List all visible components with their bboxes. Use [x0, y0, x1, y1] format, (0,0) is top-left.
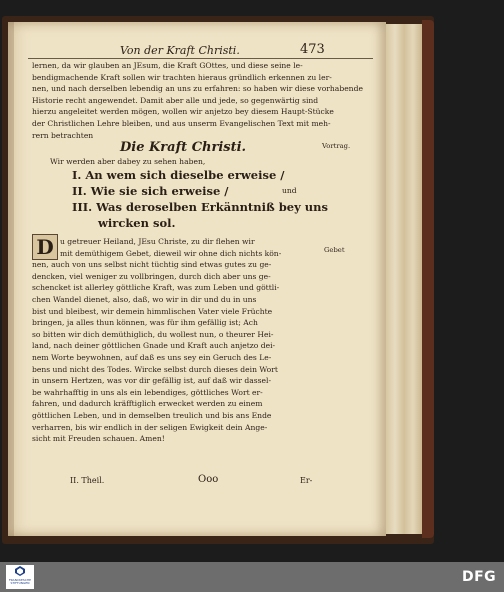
footer-signature: Ooo: [198, 474, 219, 485]
prayer-line: land, nach deiner göttlichen Gnade und Kraft auch anjetzo dei-: [32, 341, 276, 351]
intro-line: Historie recht angewendet. Damit aber alle und jede, so gegenwärtig sind: [32, 95, 319, 105]
prayer-line: bens und nicht des Todes. Wircke selbst durch dieses dein Wort: [32, 364, 278, 374]
point-two: II. Wie sie sich erweise /: [72, 184, 229, 198]
page-edges: [386, 24, 422, 534]
prayer-line: göttlichen Leben, und in demselben treulich und bis ans Ende: [32, 411, 272, 420]
prayer-line: u getreuer Heiland, JEsu Christe, zu dir flehen wir: [60, 237, 255, 246]
intro-line: bendigmachende Kraft sollen wir trachten hieraus gründlich erkennen zu ler-: [32, 72, 332, 82]
prayer-line: dencken, viel weniger zu vollbringen, durch dich aber uns ge-: [32, 271, 271, 281]
point-three: III. Was deroselben Erkänntniß bey uns: [72, 200, 328, 214]
prayer-line: fahren, und dadurch kräfftiglich erwecket werden zu einem: [32, 399, 263, 409]
running-title: Von der Kraft Christi.: [120, 44, 240, 57]
prayer-line: nem Worte beywohnen, auf daß es uns sey ein Geruch des Le-: [32, 353, 272, 362]
prayer-line: so bitten wir dich demüthiglich, du wollest nun, o theurer Hei-: [32, 329, 274, 339]
intro-line: hierzu angeleitet werden mögen, wollen wir anjetzo bey diesem Haupt-Stücke: [32, 107, 334, 117]
library-logo: [6, 565, 34, 589]
section-title: Die Kraft Christi.: [120, 140, 247, 155]
prayer-line: in unsern Hertzen, was vor dir gefällig ist, auf daß wir dassel-: [32, 376, 272, 386]
margin-note-gebet: Gebet: [324, 246, 345, 254]
prayer-line: schencket ist allerley göttliche Kraft, was zum Leben und göttli-: [32, 283, 280, 293]
header-rule: [28, 58, 373, 59]
drop-capital: D: [32, 234, 58, 260]
intro-line: der Christlichen Lehre bleiben, und aus unserm Evangelischen Text mit meh-: [32, 119, 331, 128]
library-logo-text: FRANCKESCHE STIFTUNGEN: [8, 578, 32, 586]
margin-note-vortrag: Vortrag.: [322, 142, 351, 150]
dfg-logo: DFG: [462, 569, 497, 585]
prayer-line: chen Wandel dienet, also, daß, wo wir in dir und du in uns: [32, 295, 257, 304]
connector-und: und: [282, 186, 297, 195]
intro-line: lernen, da wir glauben an JEsum, die Kraft GOttes, und diese seine le-: [32, 61, 303, 70]
section-lead: Wir werden aber dabey zu sehen haben,: [50, 157, 206, 166]
prayer-line: sicht mit Freuden schauen. Amen!: [32, 434, 165, 444]
library-crest-icon: [13, 565, 27, 577]
footer-catchword: Er-: [300, 476, 313, 485]
page-gutter-shadow: [8, 22, 14, 536]
prayer-line: verharren, bis wir endlich in der seligen Ewigkeit dein Ange-: [32, 422, 268, 432]
cover-edge: [422, 20, 434, 538]
viewer-bottom-bar: [0, 562, 504, 592]
point-one: I. An wem sich dieselbe erweise /: [72, 168, 285, 182]
prayer-line: nen, auch von uns selbst nicht tüchtig sind etwas gutes zu ge-: [32, 260, 272, 270]
intro-line: rern betrachten: [32, 130, 94, 140]
prayer-line: bringen, ja alles thun können, was für ihm gefällig ist; Ach: [32, 318, 258, 328]
prayer-line: mit demüthigem Gebet, dieweil wir ohne dich nichts kön-: [60, 248, 282, 258]
page-number: 473: [300, 42, 325, 57]
intro-line: nen, und nach derselben lebendig an uns zu erfahren: so haben wir diese vorhabende: [32, 84, 363, 94]
footer-part: II. Theil.: [70, 476, 105, 485]
point-three-continued: wircken sol.: [98, 216, 176, 230]
prayer-line: bist und bleibest, wir demein himmlischen Vater viele Früchte: [32, 306, 273, 316]
prayer-line: be wahrhafftig in uns als ein lebendiges, göttliches Wort er-: [32, 387, 263, 397]
